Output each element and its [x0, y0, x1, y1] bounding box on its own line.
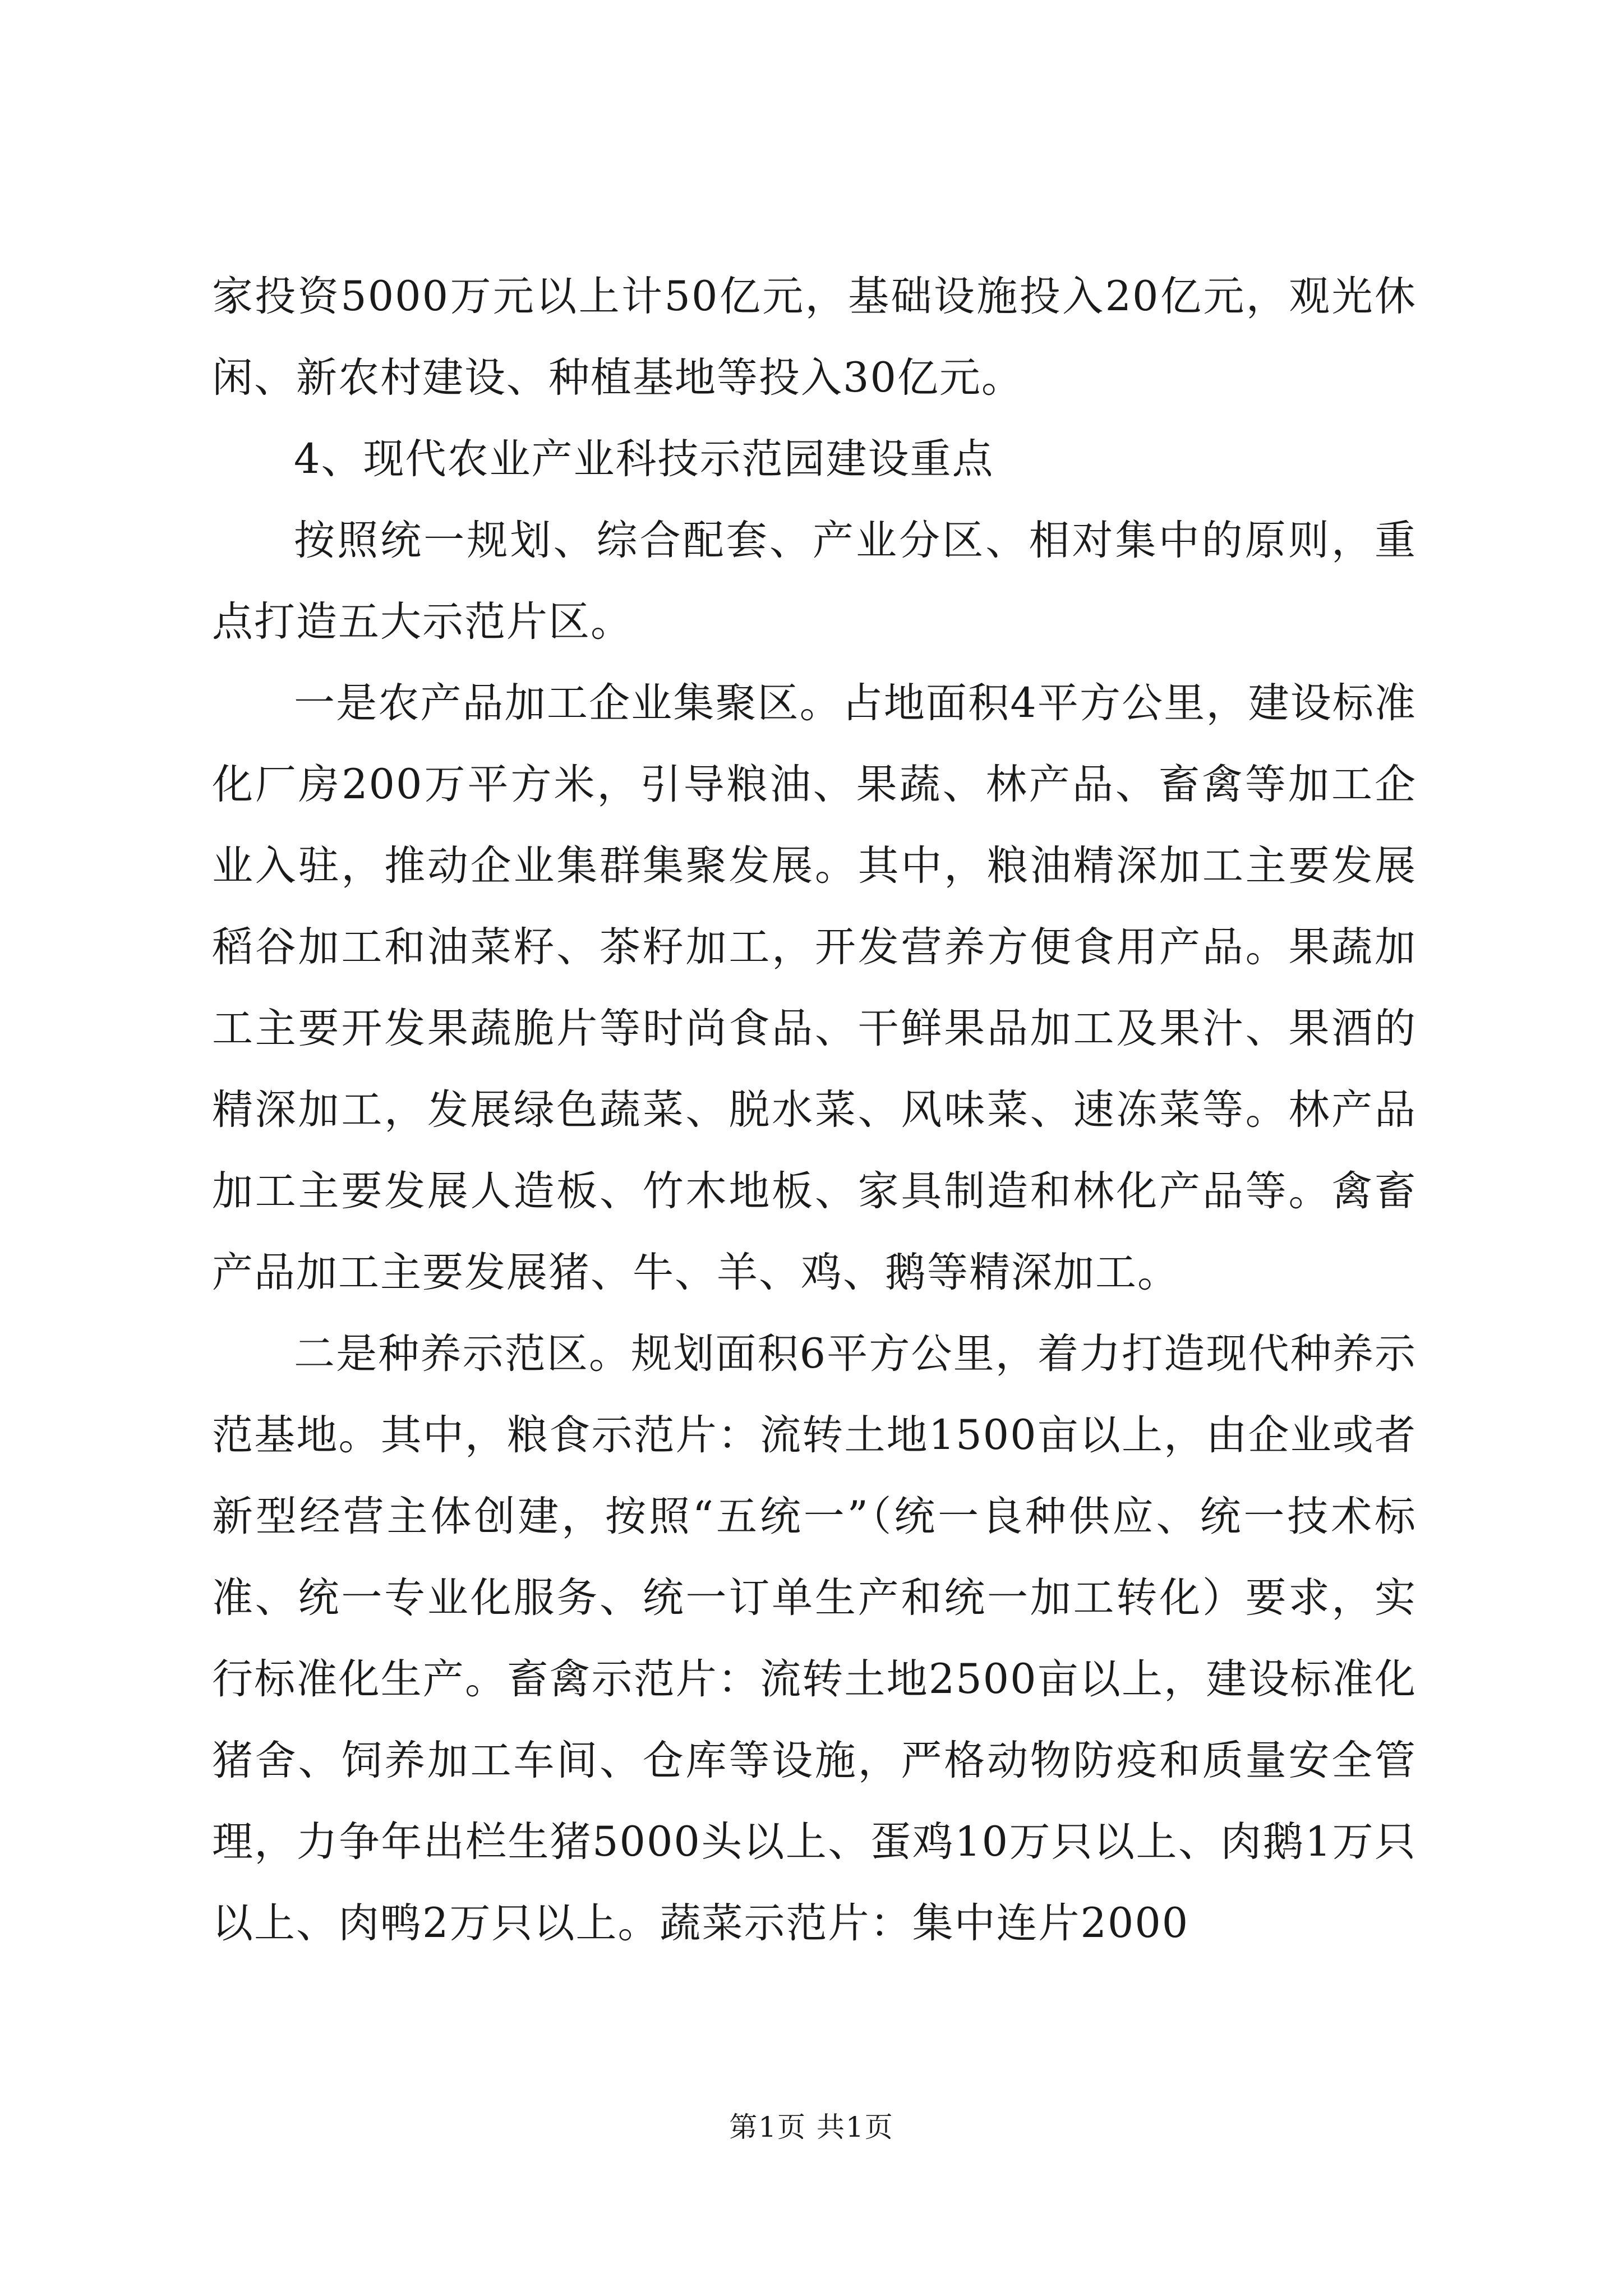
paragraph-3: 按照统一规划、综合配套、产业分区、相对集中的原则，重点打造五大示范片区。 — [212, 517, 1417, 646]
page-footer: 第1页 共1页 — [729, 2111, 894, 2143]
paragraph-2-heading: 4、现代农业产业科技示范园建设重点 — [294, 435, 994, 483]
paragraph-1: 家投资5000万元以上计50亿元，基础设施投入20亿元，观光休闲、新农村建设、种植基地等投入30亿元。 — [212, 273, 1417, 402]
paragraph-4: 一是农产品加工企业集聚区。占地面积4平方公里，建设标准化厂房200万平方米，引导粮油、果蔬、林产品、畜禽等加工企业入驻，推动企业集群集聚发展。其中，粮油精深加工主要发展稻谷加工和油菜籽、茶籽加工，开发营养方便食用产品。果蔬加工主要开发果蔬脆片等时尚食品、干鲜果品加工及果汁、果酒的精深加工，发展绿色蔬菜、脱水菜、风味菜、速冻菜等。林产品加工主要发展人造板、竹木地板、家具制造和林化产品等。禽畜产品加工主要发展猪、牛、羊、鸡、鹅等精深加工。 — [212, 679, 1417, 1296]
document-body — [212, 256, 1417, 1964]
paragraph-5: 二是种养示范区。规划面积6平方公里，着力打造现代种养示范基地。其中，粮食示范片：流转土地1500亩以上，由企业或者新型经营主体创建，按照“五统一”（统一良种供应、统一技术标准、统一专业化服务、统一订单生产和统一加工转化）要求，实行标准化生产。畜禽示范片：流转土地2500亩以上，建设标准化猪舍、饲养加工车间、仓库等设施，严格动物防疫和质量安全管理，力争年出栏生猪5000头以上、蛋鸡10万只以上、肉鹅1万只以上、肉鸭2万只以上。蔬菜示范片：集中连片2000 — [212, 1330, 1417, 1947]
